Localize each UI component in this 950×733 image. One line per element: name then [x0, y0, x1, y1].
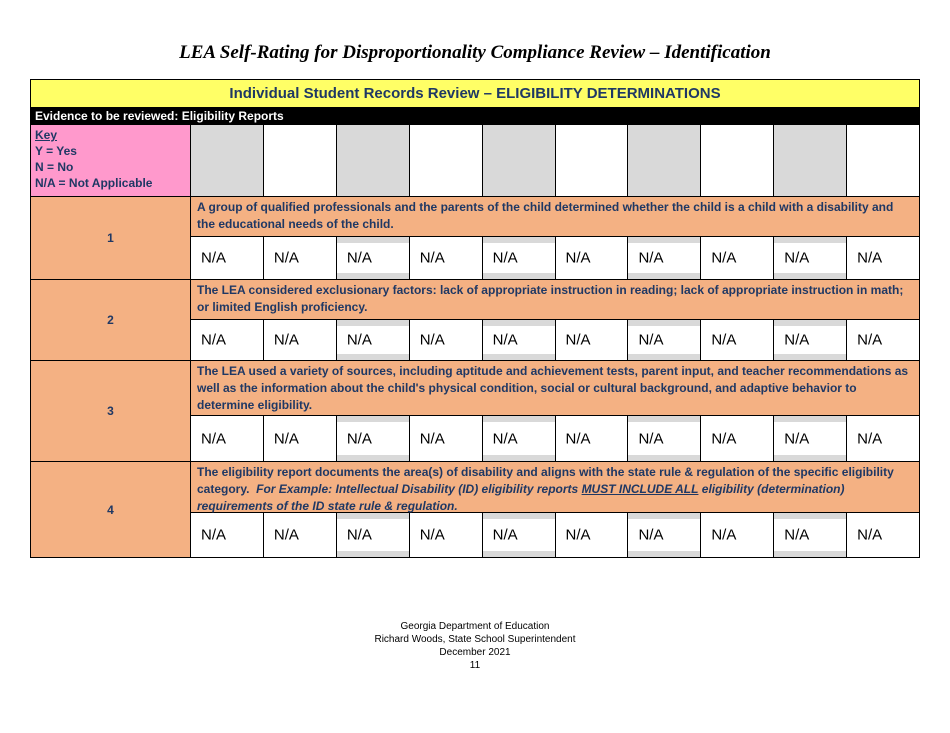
- student-column-header[interactable]: [483, 125, 556, 196]
- item-number: 3: [31, 361, 191, 461]
- item-4-text-d: eligibility (determination) requirements of the ID state rule & regulation.: [197, 482, 845, 513]
- answer-cell[interactable]: N/A: [556, 513, 629, 557]
- answer-cell[interactable]: N/A: [264, 237, 337, 279]
- page-title: LEA Self-Rating for Disproportionality Compliance Review – Identification: [179, 42, 771, 63]
- student-column-header[interactable]: [847, 125, 919, 196]
- answer-cell[interactable]: N/A: [628, 320, 701, 360]
- item-1: [31, 196, 919, 279]
- answer-row: [191, 237, 919, 279]
- answer-cell[interactable]: N/A: [264, 320, 337, 360]
- student-column-header[interactable]: [774, 125, 847, 196]
- answer-cell[interactable]: N/A: [857, 526, 883, 544]
- answer-cell[interactable]: N/A: [628, 513, 701, 557]
- answer-cell[interactable]: N/A: [410, 416, 483, 461]
- key-legend: [31, 125, 191, 196]
- student-column-header[interactable]: [264, 125, 337, 196]
- answer-cell[interactable]: N/A: [410, 237, 483, 279]
- page-footer: [0, 620, 950, 672]
- evidence-label: Evidence to be reviewed: Eligibility Reports: [31, 108, 919, 125]
- item-3: [31, 360, 919, 461]
- answer-cell[interactable]: N/A: [483, 513, 556, 557]
- answer-cell[interactable]: N/A: [857, 430, 883, 447]
- answer-cell[interactable]: N/A: [264, 513, 337, 557]
- item-number: 4: [31, 462, 191, 557]
- answer-cell[interactable]: N/A: [483, 416, 556, 461]
- key-yes: Y = Yes: [35, 144, 77, 158]
- review-form: [30, 79, 920, 558]
- answer-cell[interactable]: N/A: [410, 320, 483, 360]
- student-columns-header: [191, 125, 919, 196]
- answer-cell[interactable]: N/A: [337, 513, 410, 557]
- student-column-header[interactable]: [410, 125, 483, 196]
- answer-cell[interactable]: N/A: [857, 249, 883, 267]
- answer-cell[interactable]: N/A: [191, 513, 264, 557]
- footer-date: December 2021: [439, 647, 511, 658]
- answer-row: [191, 320, 919, 360]
- key-heading: Key: [35, 128, 58, 142]
- answer-cell[interactable]: N/A: [628, 416, 701, 461]
- key-no: N = No: [35, 160, 74, 174]
- answer-cell[interactable]: N/A: [774, 320, 847, 360]
- answer-cell[interactable]: N/A: [264, 416, 337, 461]
- answer-cell[interactable]: N/A: [701, 237, 774, 279]
- item-2: [31, 279, 919, 360]
- key-row: [31, 125, 919, 196]
- key-na: N/A = Not Applicable: [35, 176, 153, 190]
- footer-superintendent: Richard Woods, State School Superintendent: [374, 634, 576, 645]
- footer-org: Georgia Department of Education: [400, 621, 550, 632]
- answer-cell[interactable]: N/A: [556, 416, 629, 461]
- item-4-text-c: MUST INCLUDE ALL: [581, 482, 699, 496]
- item-number: 2: [31, 280, 191, 360]
- answer-cell[interactable]: N/A: [701, 320, 774, 360]
- answer-cell[interactable]: N/A: [191, 320, 264, 360]
- item-description: The LEA considered exclusionary factors: lack of appropriate instruction in reading; lack of appropriate instruction in math; or limited English proficiency.: [191, 280, 919, 320]
- item-number: 1: [31, 197, 191, 279]
- student-column-header[interactable]: [337, 125, 410, 196]
- item-description: [191, 462, 919, 513]
- answer-cell[interactable]: N/A: [191, 416, 264, 461]
- answer-cell[interactable]: N/A: [774, 237, 847, 279]
- answer-cell[interactable]: N/A: [556, 237, 629, 279]
- answer-cell[interactable]: N/A: [701, 416, 774, 461]
- student-column-header[interactable]: [628, 125, 701, 196]
- item-description: The LEA used a variety of sources, including aptitude and achievement tests, parent input, and teacher recommendations as well as the information about the child's physical condition, social or cultural background, and adaptive behavior to determine eligibility.: [191, 361, 919, 416]
- answer-cell[interactable]: N/A: [191, 237, 264, 279]
- item-4: [31, 461, 919, 557]
- item-4-text-b: For Example: Intellectual Disability (ID) eligibility reports: [256, 482, 579, 496]
- student-column-header[interactable]: [701, 125, 774, 196]
- answer-cell[interactable]: N/A: [337, 320, 410, 360]
- student-column-header[interactable]: [191, 125, 264, 196]
- page-number: 11: [469, 660, 481, 671]
- answer-cell[interactable]: N/A: [337, 237, 410, 279]
- answer-cell[interactable]: N/A: [701, 513, 774, 557]
- answer-row: [191, 416, 919, 461]
- item-4-text-a: The eligibility report documents the area(s) of disability and aligns with the state rule & regulation of the specific eligibility category.: [197, 465, 894, 496]
- answer-cell[interactable]: N/A: [337, 416, 410, 461]
- answer-cell[interactable]: N/A: [774, 513, 847, 557]
- answer-cell[interactable]: N/A: [857, 331, 883, 349]
- answer-row: [191, 513, 919, 557]
- answer-cell[interactable]: N/A: [410, 513, 483, 557]
- answer-cell[interactable]: N/A: [628, 237, 701, 279]
- section-title: Individual Student Records Review – ELIGIBILITY DETERMINATIONS: [31, 80, 919, 108]
- student-column-header[interactable]: [556, 125, 629, 196]
- answer-cell[interactable]: N/A: [774, 416, 847, 461]
- answer-cell[interactable]: N/A: [556, 320, 629, 360]
- answer-cell[interactable]: N/A: [483, 237, 556, 279]
- item-description: A group of qualified professionals and the parents of the child determined whether the child is a child with a disability and the educational needs of the child.: [191, 197, 919, 237]
- answer-cell[interactable]: N/A: [483, 320, 556, 360]
